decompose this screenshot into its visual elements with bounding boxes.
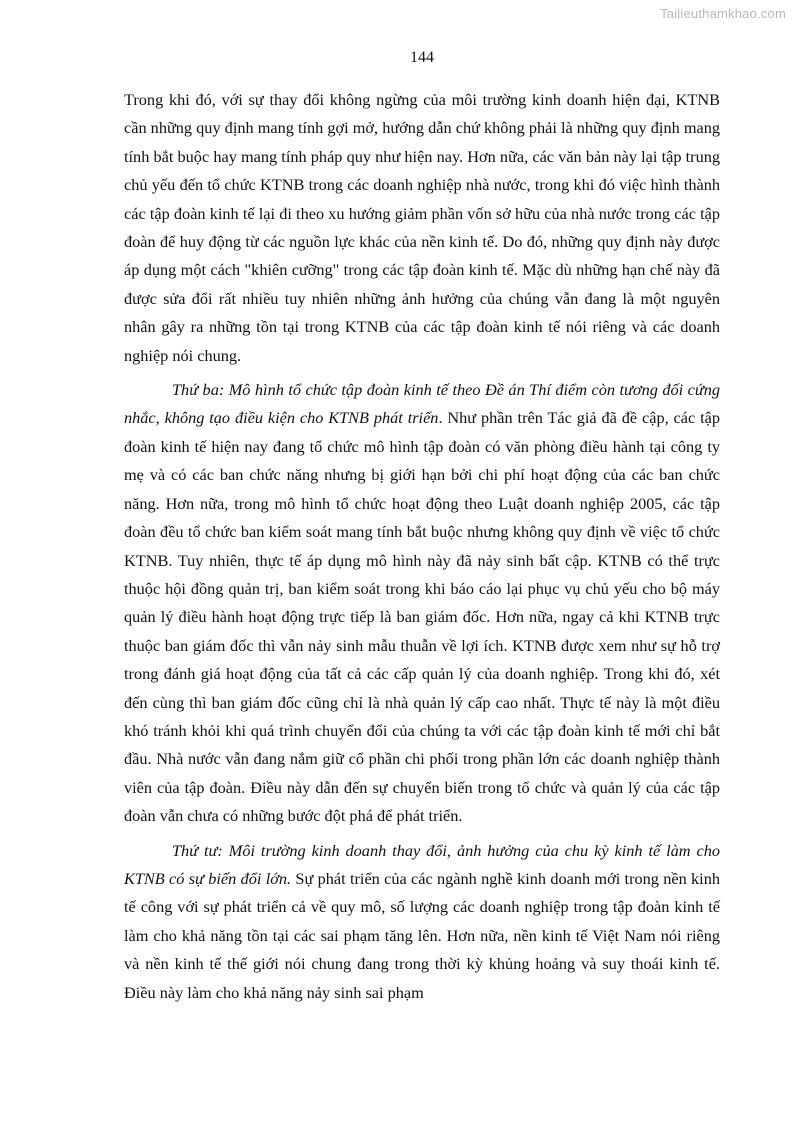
paragraph-3-text: Sự phát triển của các ngành nghề kinh doanh mới trong nền kinh tế công với sự phát triển cả về quy mô, số lượng các doanh nghiệp trong tập đoàn kinh tế làm cho khả năng tồn tại các sai phạm tăng lên. Hơn nữa, nền kinh tế Việt Nam nói riêng và nền kinh tế thế giới nói chung đang trong thời kỳ khủng hoảng và suy thoái kinh tế. Điều này làm cho khả năng nảy sinh sai phạm [124,868,720,1002]
paragraph-2-text: . Như phần trên Tác giả đã đề cập, các tập đoàn kinh tế hiện nay đang tổ chức mô hình tập đoàn có văn phòng điều hành tại công ty mẹ và có các ban chức năng nhưng bị giới hạn bởi chi phí hoạt động của các ban chức năng. Hơn nữa, trong mô hình tổ chức hoạt động theo Luật doanh nghiệp 2005, các tập đoàn đều tổ chức ban kiểm soát mang tính bắt buộc nhưng không quy định về việc tổ chức KTNB. Tuy nhiên, thực tế áp dụng mô hình này đã nảy sinh bất cập. KTNB có thể trực thuộc hội đồng quản trị, ban kiểm soát trong khi báo cáo lại phục vụ chủ yếu cho bộ máy quản lý điều hành hoạt động trực tiếp là ban giám đốc. Hơn nữa, ngay cả khi KTNB trực thuộc ban giám đốc thì vẫn nảy sinh mẫu thuẫn về lợi ích. KTNB được xem như sự hỗ trợ trong đánh giá hoạt động của tất cả các cấp quản lý của doanh nghiệp. Trong khi đó, xét đến cùng thì ban giám đốc cũng chỉ là nhà quản lý cấp cao nhất. Thực tế này là một điều khó tránh khỏi khi quá trình chuyển đổi của chúng ta với các tập đoàn kinh tế mới chỉ bắt đầu. Nhà nước vẫn đang nắm giữ cổ phần chi phối trong phần lớn các doanh nghiệp thành viên của tập đoàn. Điều này dẫn đến sự chuyển biến trong tổ chức và quản lý của các tập đoàn vẫn chưa có những bước đột phá để phát triển. [124,408,720,826]
watermark-text: Tailieuthamkhao.com [660,6,786,21]
paragraph-3-lead: Thứ tư: Môi trường kinh doanh thay đổi, ảnh hưởng của chu kỳ kinh tế làm cho KTNB có sự biến đổi lớn. [124,840,720,888]
paragraph-1-text: Trong khi đó, với sự thay đổi không ngừng của môi trường kinh doanh hiện đại, KTNB cần những quy định mang tính gợi mở, hướng dẫn chứ không phải là những quy định mang tính bắt buộc hay mang tính pháp quy như hiện nay. Hơn nữa, các văn bản này lại tập trung chủ yếu đến tổ chức KTNB trong các doanh nghiệp nhà nước, trong khi đó việc hình thành các tập đoàn kinh tế lại đi theo xu hướng giảm phần vốn sở hữu của nhà nước trong các tập đoàn để huy động từ các nguồn lực khác của nền kinh tế. Do đó, những quy định này được áp dụng một cách "khiên cưỡng" trong các tập đoàn kinh tế. Mặc dù những hạn chế này đã được sửa đổi rất nhiều tuy nhiên những ảnh hưởng của chúng vẫn đang là một nguyên nhân gây ra những tồn tại trong KTNB của các tập đoàn kinh tế nói riêng và các doanh nghiệp nói chung. [124,90,720,365]
paragraph-2 [124,376,720,831]
document-body [124,86,720,1007]
paragraph-1 [124,86,720,370]
page-number: 144 [410,49,434,66]
paragraph-2-lead: Thứ ba: Mô hình tổ chức tập đoàn kinh tế theo Đề án Thí điểm còn tương đối cứng nhắc, không tạo điều kiện cho KTNB phát triển [124,380,720,428]
paragraph-3 [124,837,720,1007]
